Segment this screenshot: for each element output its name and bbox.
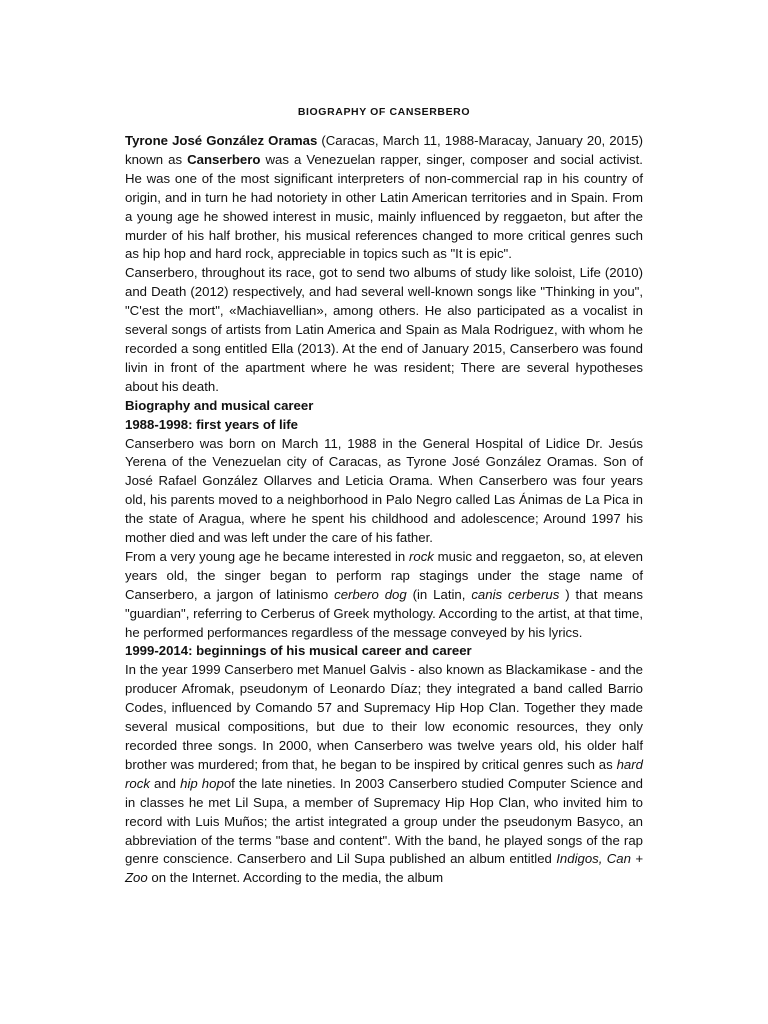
section-heading-biography: Biography and musical career — [125, 397, 314, 413]
document-title: BIOGRAPHY OF CANSERBERO — [297, 106, 471, 118]
early-life-paragraph: Canserbero was born on March 11, 1988 in the General Hospital of Lidice Dr. Jesús Yerena of the Venezuelan city of Caracas, as Tyrone José González Oramas. Son of José Rafael González Ollarves and Leticia Orama. When Canserbero was four years old, his parents moved to a neighborhood in Palo Negro called Las Ánimas de La Pica in the state of Aragua, where he spent his childhood and adolescence; Around 1997 his mother died and was left under the care of his father. — [125, 435, 643, 546]
subsection-heading-career: 1999-2014: beginnings of his musical career and career — [125, 643, 472, 659]
stage-name: Canserbero — [187, 151, 261, 167]
early-music-paragraph: From a very young age he became interested in rock music and reggaeton, so, at eleven years old, the singer began to perform rap stagings under the stage name of Canserbero, a jargon of latinismo cerbero dog (in Latin, canis cerberus ) that means "guardian", referring to Cerberus of Greek mythology. According to the artist, at that time, he performed performances regardless of the message conveyed by his lyrics. — [125, 548, 644, 640]
career-beginnings-paragraph: In the year 1999 Canserbero met Manuel Galvis - also known as Blackamikase - and the producer Afromak, pseudonym of Leonardo Díaz; they integrated a band called Barrio Codes, influenced by Comando 57 and Supremacy Hip Hop Clan. Together they made several musical compositions, but due to their low economic resources, they only recorded three songs. In 2000, when Canserbero was twelve years old, his older half brother was murdered; from that, he began to be inspired by critical genres such as hard rock and hip hopof the late nineties. In 2003 Canserbero studied Computer Science and in classes he met Lil Supa, a member of Supremacy Hip Hop Clan, who invited him to record with Luis Muños; the artist integrated a group under the pseudonym Basyco, an abbreviation of the terms "base and content". With the band, he played songs of the rap genre conscience. Canserbero and Lil Supa published an album entitled Indigos, Can + Zoo on the Internet. According to the media, the album — [125, 662, 644, 886]
career-summary-paragraph: Canserbero, throughout its race, got to send two albums of study like soloist, Life (2010) and Death (2012) respectively, and had several well-known songs like "Thinking in you", "C'est the mort", «Machiavellian», among others. He also participated as a vocalist in several songs of artists from Latin America and Spain as Mala Rodriguez, with whom he recorded a song entitled Ella (2013). At the end of January 2015, Canserbero was found livin in front of the apartment where he was resident; There are several hypotheses about his death. — [125, 265, 643, 394]
intro-paragraph: Tyrone José González Oramas (Caracas, March 11, 1988-Maracay, January 20, 2015) known as Canserbero was a Venezuelan rapper, singer, composer and social activist. He was one of the most significant interpreters of non-commercial rap in his country of origin, and in turn he had notoriety in other Latin American territories and in Spain. From a young age he showed interest in music, mainly influenced by reggaeton, but after the murder of his half brother, his musical references changed to more critical genres such as hip hop and hard rock, appreciable in topics such as "It is epic". — [125, 133, 644, 262]
full-name: Tyrone José González Oramas — [125, 133, 318, 148]
document-page — [125, 104, 643, 888]
subsection-heading-early-years: 1988-1998: first years of life — [125, 416, 298, 432]
